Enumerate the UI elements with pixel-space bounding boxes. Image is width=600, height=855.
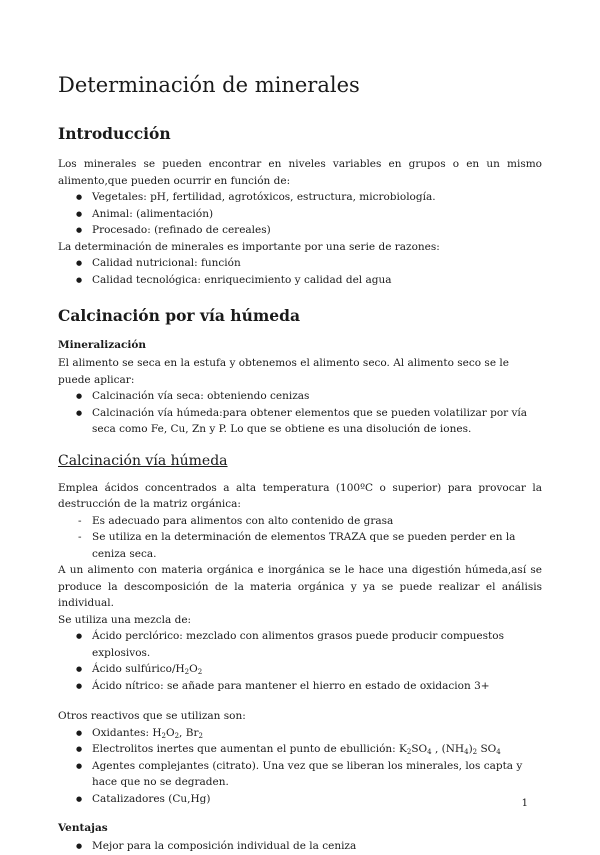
acid-list: [58, 628, 542, 694]
list-item: ● Ácido nítrico: se añade para mantener el hierro en estado de oxidacion 3+: [58, 678, 542, 695]
via-humeda-dash-list: [58, 513, 542, 563]
formula-subscript: 2: [161, 731, 166, 740]
intro-factor-list: [58, 189, 542, 239]
formula-text: SO: [411, 743, 428, 755]
formula-subscript: 4: [496, 748, 501, 756]
via-humeda-paragraph: Emplea ácidos concentrados a alta temperatura (100ºC o superior) para provocar la destrucción de la matriz orgánica:: [58, 481, 542, 510]
digestion-paragraph: A un alimento con materia orgánica e inorgánica se le hace una digestión húmeda,así se produce la descomposición de la materia orgánica y ya se puede realizar el análisis individual.: [58, 564, 542, 609]
ventajas-list: [58, 838, 542, 855]
formula-subscript: 2: [174, 731, 180, 740]
mineralizacion-list: [58, 388, 542, 438]
formula-subscript: 2: [197, 668, 203, 676]
formula-subscript: 2: [406, 748, 412, 756]
ventajas-heading: Ventajas: [58, 822, 108, 834]
formula-text: , (NH: [431, 743, 465, 755]
formula-text: Oxidantes: H: [92, 726, 162, 739]
formula-text: O: [165, 726, 175, 739]
intro-heading: Introducción: [58, 124, 171, 143]
reactivos-list: [58, 725, 542, 808]
formula-text: Ácido sulfúrico/H: [92, 663, 185, 675]
formula-subscript: 2: [198, 731, 203, 740]
intro-reasons-paragraph: La determinación de minerales es importante por una serie de razones:: [58, 240, 440, 253]
formula-subscript: 4: [427, 748, 432, 756]
formula-text: , Br: [179, 726, 199, 739]
formula-subscript: 2: [184, 668, 190, 676]
formula-text: ): [468, 743, 473, 755]
reactivos-paragraph: Otros reactivos que se utilizan son:: [58, 710, 246, 722]
page-title: Determinación de minerales: [58, 73, 360, 97]
page-number: 1: [521, 798, 528, 809]
formula-subscript: 4: [464, 748, 469, 756]
list-item: ● Agentes complejantes (citrato). Una vez que se liberan los minerales, los capta y hace que no se degraden.: [58, 758, 542, 791]
list-item: [58, 725, 542, 742]
list-item: ● Calcinación vía húmeda:para obtener elementos que se pueden volatilizar por vía seca como Fe, Cu, Zn y P. Lo que se obtiene es una disolución de iones.: [58, 405, 542, 438]
calcinacion-heading: Calcinación por vía húmeda: [58, 306, 300, 325]
mineralizacion-heading: Mineralización: [58, 339, 147, 351]
list-item: ● Ácido perclórico: mezclado con alimentos grasos puede producir compuestos explosivos.: [58, 628, 542, 661]
formula-subscript: 2: [472, 748, 478, 756]
list-item: [58, 661, 542, 678]
list-item: ● Calcinación vía seca: obteniendo cenizas: [58, 388, 542, 405]
intro-reasons-list: [58, 255, 542, 288]
list-item: ● Animal: (alimentación): [58, 206, 542, 223]
list-item: - Se utiliza en la determinación de elementos TRAZA que se pueden perder en la ceniza seca.: [58, 529, 542, 562]
formula-text: Electrolitos inertes que aumentan el punto de ebullición: K: [92, 743, 407, 755]
list-item: ● Calidad nutricional: función: [58, 255, 542, 272]
list-item: ● Calidad tecnológica: enriquecimiento y calidad del agua: [58, 272, 542, 289]
list-item: [58, 741, 542, 758]
page-content: [58, 72, 542, 855]
formula-text: SO: [477, 743, 497, 755]
list-item: ● Procesado: (refinado de cereales): [58, 222, 542, 239]
mineralizacion-paragraph: El alimento se seca en la estufa y obtenemos el alimento seco. Al alimento seco se le puede aplicar:: [58, 357, 509, 386]
formula-text: O: [189, 663, 198, 675]
list-item: - Es adecuado para alimentos con alto contenido de grasa: [58, 513, 542, 530]
list-item: ● Mejor para la composición individual de la ceniza: [58, 838, 542, 855]
intro-paragraph: Los minerales se pueden encontrar en niveles variables en grupos o en un mismo alimento,que pueden ocurrir en función de:: [58, 158, 542, 187]
list-item: ● Catalizadores (Cu,Hg): [58, 791, 542, 808]
list-item: ● Vegetales: pH, fertilidad, agrotóxicos, estructura, microbiología.: [58, 189, 542, 206]
via-humeda-heading: Calcinación vía húmeda: [58, 452, 228, 469]
mezcla-paragraph: Se utiliza una mezcla de:: [58, 613, 192, 626]
